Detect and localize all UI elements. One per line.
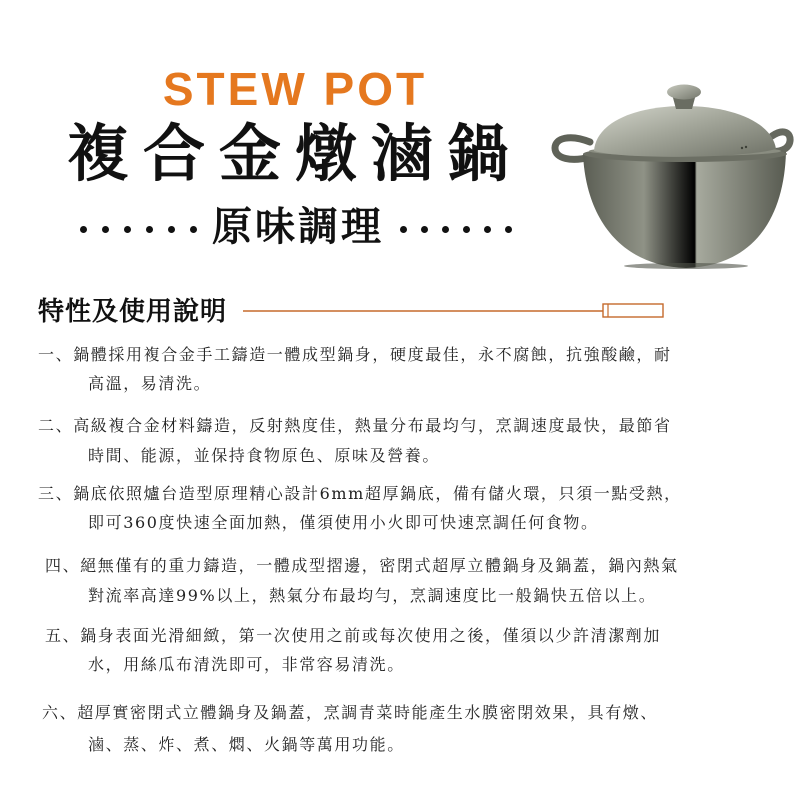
product-title: 複合金燉滷鍋: [66, 117, 523, 190]
feature-text: 鍋底依照爐台造型原理精心設計6mm超厚鍋底，備有儲火環，只須一點受熱，: [73, 484, 682, 503]
pot-lid: [594, 106, 776, 157]
feature-text-continued: 即可360度快速全面加熱，僅須使用小火即可快速烹調任何食物。: [88, 513, 599, 532]
feature-text-continued: 高溫，易清洗。: [88, 374, 212, 393]
feature-item: [0, 411, 800, 477]
pot-knob: [667, 85, 701, 100]
feature-number: 三、: [38, 484, 74, 503]
feature-text: 鍋身表面光滑細緻，第一次使用之前或每次使用之後，僅須以少許清潔劑加: [80, 626, 662, 645]
feature-number: 五、: [45, 626, 81, 645]
dot-icon: [80, 226, 87, 233]
feature-line: [38, 411, 672, 440]
dot-icon: [421, 226, 428, 233]
feature-text: 絕無僅有的重力鑄造，一體成型摺邊，密閉式超厚立體鍋身及鍋蓋，鍋內熱氣: [80, 556, 679, 575]
dot-icon: [505, 226, 512, 233]
feature-item: [0, 340, 800, 406]
pot-body: [583, 152, 786, 268]
feature-text-continued: 時間、能源，並保持食物原色、原味及營養。: [88, 446, 441, 465]
dot-icon: [400, 226, 407, 233]
english-title: STEW POT: [162, 63, 428, 115]
dot-icon: [124, 226, 131, 233]
feature-line: [45, 551, 679, 580]
dot-icon: [168, 226, 175, 233]
feature-item: [0, 479, 800, 545]
feature-number: 四、: [45, 556, 81, 575]
feature-text: 高級複合金材料鑄造，反射熱度佳，熱量分布最均勻，烹調速度最快，最節省: [73, 416, 672, 435]
dot-icon: [484, 226, 491, 233]
feature-number: 二、: [38, 416, 74, 435]
feature-number: 六、: [42, 703, 78, 722]
dot-icon: [190, 226, 197, 233]
dot-separator-right: [400, 226, 512, 233]
feature-line: [38, 340, 672, 369]
feature-line: [45, 621, 661, 650]
dot-icon: [146, 226, 153, 233]
feature-text: 超厚實密閉式立體鍋身及鍋蓋，烹調青菜時能產生水膜密閉效果，具有燉、: [77, 703, 659, 722]
feature-item: [0, 621, 800, 687]
dot-separator-left: [80, 226, 197, 233]
dot-icon: [442, 226, 449, 233]
dot-icon: [102, 226, 109, 233]
feature-line: [38, 479, 682, 508]
stew-pot-icon: [548, 78, 796, 278]
skewer-divider-icon: [240, 298, 670, 324]
feature-text-continued: 對流率高達99%以上，熱氣分布最均勻，烹調速度比一般鍋快五倍以上。: [88, 586, 657, 605]
feature-text-continued: 水，用絲瓜布清洗即可，非常容易清洗。: [88, 655, 405, 674]
pot-base-shadow: [624, 263, 748, 269]
feature-item: [0, 551, 800, 617]
feature-number: 一、: [38, 345, 74, 364]
section-heading: 特性及使用說明: [38, 297, 228, 327]
feature-text-continued: 滷、蒸、炸、煮、燜、火鍋等萬用功能。: [88, 735, 405, 754]
dot-icon: [463, 226, 470, 233]
tagline: 原味調理: [212, 203, 384, 250]
feature-text: 鍋體採用複合金手工鑄造一體成型鍋身，硬度最佳，永不腐蝕，抗強酸鹼，耐: [73, 345, 672, 364]
feature-line: [42, 698, 658, 727]
feature-item: [0, 698, 800, 764]
